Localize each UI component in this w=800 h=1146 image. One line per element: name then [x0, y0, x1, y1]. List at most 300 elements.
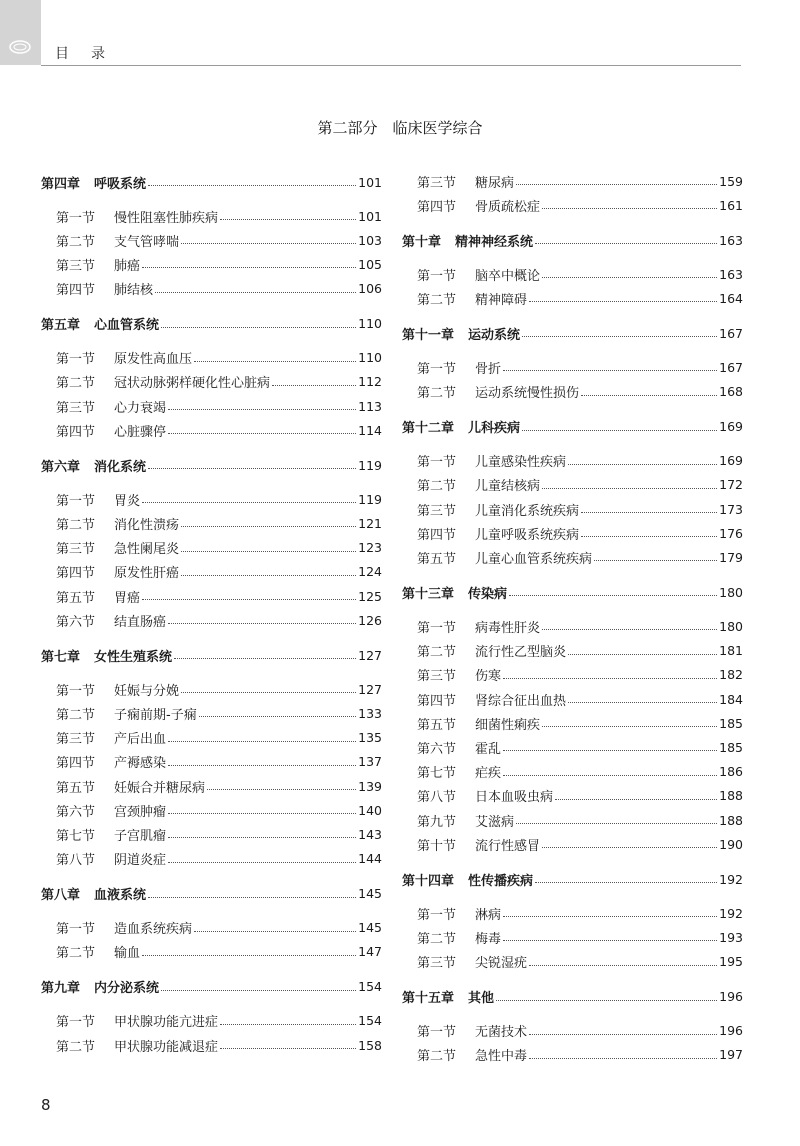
- toc-dot-leader: [503, 915, 717, 917]
- toc-entry-title: 梅毒: [475, 931, 502, 947]
- toc-entry-number: 第二节: [56, 1039, 96, 1055]
- toc-entry-page: 140: [358, 802, 382, 818]
- toc-dot-leader: [568, 701, 717, 703]
- toc-entry-number: 第四节: [417, 527, 457, 543]
- toc-entry-number: 第一节: [56, 1015, 96, 1031]
- toc-dot-leader: [168, 622, 356, 624]
- toc-dot-leader: [148, 467, 356, 469]
- toc-entry-title: 无菌技术: [475, 1025, 528, 1041]
- toc-entry-page: 105: [358, 256, 382, 272]
- toc-entry-number: 第三节: [56, 732, 96, 748]
- toc-entry-number: 第四章: [41, 176, 81, 192]
- toc-dot-leader: [503, 749, 717, 751]
- toc-section-entry: [402, 762, 743, 782]
- toc-entry-page: 143: [358, 826, 382, 842]
- toc-section-entry: [41, 538, 382, 558]
- toc-chapter-entry: [402, 417, 743, 437]
- toc-section-entry: [402, 834, 743, 854]
- toc-entry-title: 结直肠癌: [114, 614, 167, 630]
- toc-section-entry: [41, 396, 382, 416]
- toc-section-entry: [402, 786, 743, 806]
- toc-entry-page: 185: [719, 715, 743, 731]
- toc-dot-leader: [516, 822, 717, 824]
- toc-section-entry: [402, 810, 743, 830]
- toc-dot-leader: [542, 628, 717, 630]
- toc-entry-number: 第二节: [417, 931, 457, 947]
- toc-entry-title: 儿童感染性疾病: [475, 455, 567, 471]
- toc-entry-page: 167: [719, 359, 743, 375]
- toc-entry-number: 第一节: [56, 493, 96, 509]
- page-number: 8: [41, 1096, 51, 1114]
- toc-entry-page: 110: [358, 350, 382, 366]
- header-tab: [0, 0, 41, 65]
- toc-entry-title: 艾滋病: [475, 814, 515, 830]
- toc-dot-leader: [168, 740, 356, 742]
- toc-entry-number: 第十五章: [402, 991, 455, 1007]
- toc-entry-number: 第五章: [41, 318, 81, 334]
- toc-dot-leader: [594, 559, 717, 561]
- toc-entry-number: 第一节: [417, 361, 457, 377]
- toc-entry-page: 135: [358, 730, 382, 746]
- toc-entry-number: 第十二章: [402, 421, 455, 437]
- toc-entry-number: 第二节: [417, 292, 457, 308]
- toc-entry-number: 第二节: [417, 386, 457, 402]
- toc-entry-number: 第二节: [56, 946, 96, 962]
- toc-entry-title: 心脏骤停: [114, 424, 167, 440]
- toc-entry-number: 第四节: [56, 756, 96, 772]
- toc-entry-page: 110: [358, 316, 382, 332]
- toc-entry-number: 第二节: [417, 479, 457, 495]
- toc-entry-page: 192: [719, 871, 743, 887]
- toc-entry-page: 197: [719, 1047, 743, 1063]
- toc-chapter-entry: [41, 455, 382, 475]
- toc-chapter-entry: [41, 172, 382, 192]
- toc-entry-title: 儿童心血管系统疾病: [475, 551, 593, 567]
- toc-entry-number: 第八节: [56, 853, 96, 869]
- toc-section-entry: [41, 728, 382, 748]
- toc-entry-page: 144: [358, 851, 382, 867]
- toc-dot-leader: [199, 715, 356, 717]
- toc-dot-leader: [181, 691, 356, 693]
- toc-entry-title: 精神神经系统: [455, 234, 534, 250]
- toc-entry-number: 第三节: [417, 503, 457, 519]
- toc-section-entry: [41, 679, 382, 699]
- toc-entry-number: 第二节: [56, 234, 96, 250]
- toc-dot-leader: [542, 207, 717, 209]
- toc-entry-page: 147: [358, 944, 382, 960]
- toc-section-entry: [41, 279, 382, 299]
- toc-section-entry: [402, 903, 743, 923]
- toc-entry-number: 第二节: [417, 645, 457, 661]
- toc-section-entry: [402, 616, 743, 636]
- toc-entry-title: 女性生殖系统: [94, 649, 173, 665]
- toc-dot-leader: [535, 242, 717, 244]
- toc-entry-title: 肺癌: [114, 258, 141, 274]
- toc-entry-page: 159: [719, 173, 743, 189]
- toc-section-entry: [402, 1021, 743, 1041]
- toc-entry-page: 179: [719, 549, 743, 565]
- toc-entry-page: 195: [719, 954, 743, 970]
- toc-dot-leader: [522, 429, 717, 431]
- toc-entry-page: 126: [358, 612, 382, 628]
- toc-chapter-entry: [41, 977, 382, 997]
- toc-entry-page: 137: [358, 754, 382, 770]
- toc-entry-title: 慢性阻塞性肺疾病: [114, 210, 219, 226]
- toc-entry-title: 细菌性痢疾: [475, 717, 541, 733]
- toc-section-entry: [402, 357, 743, 377]
- toc-section-entry: [41, 489, 382, 509]
- toc-dot-leader: [181, 242, 356, 244]
- toc-chapter-entry: [41, 314, 382, 334]
- publisher-logo-icon: [9, 40, 31, 54]
- toc-entry-title: 妊娠合并糖尿病: [114, 780, 206, 796]
- toc-entry-title: 淋病: [475, 907, 502, 923]
- toc-entry-title: 儿童消化系统疾病: [475, 503, 580, 519]
- toc-entry-number: 第十节: [417, 838, 457, 854]
- toc-dot-leader: [529, 300, 717, 302]
- toc-entry-title: 儿科疾病: [468, 421, 521, 437]
- toc-entry-number: 第六节: [417, 741, 457, 757]
- toc-dot-leader: [220, 1047, 356, 1049]
- toc-entry-number: 第一节: [56, 922, 96, 938]
- toc-entry-number: 第一节: [417, 620, 457, 636]
- toc-entry-title: 骨质疏松症: [475, 199, 541, 215]
- toc-entry-page: 169: [719, 419, 743, 435]
- toc-entry-title: 甲状腺功能减退症: [114, 1039, 219, 1055]
- toc-entry-page: 106: [358, 281, 382, 297]
- toc-dot-leader: [503, 677, 717, 679]
- toc-entry-number: 第一节: [417, 907, 457, 923]
- toc-section-entry: [402, 523, 743, 543]
- toc-entry-number: 第三节: [56, 400, 96, 416]
- toc-section-entry: [41, 513, 382, 533]
- toc-section-entry: [402, 451, 743, 471]
- toc-entry-title: 骨折: [475, 361, 502, 377]
- toc-section-entry: [41, 420, 382, 440]
- toc-entry-page: 188: [719, 788, 743, 804]
- toc-entry-number: 第一节: [56, 683, 96, 699]
- toc-entry-title: 其他: [468, 991, 495, 1007]
- toc-entry-page: 154: [358, 979, 382, 995]
- toc-entry-title: 急性阑尾炎: [114, 542, 180, 558]
- toc-dot-leader: [181, 550, 356, 552]
- toc-entry-page: 193: [719, 929, 743, 945]
- toc-dot-leader: [194, 360, 356, 362]
- toc-entry-title: 尖锐湿疣: [475, 956, 528, 972]
- toc-section-entry: [402, 171, 743, 191]
- toc-dot-leader: [516, 183, 717, 185]
- toc-section-entry: [41, 918, 382, 938]
- toc-entry-number: 第六节: [56, 804, 96, 820]
- toc-entry-page: 114: [358, 422, 382, 438]
- toc-entry-number: 第四节: [417, 199, 457, 215]
- toc-entry-page: 167: [719, 325, 743, 341]
- toc-entry-page: 172: [719, 477, 743, 493]
- toc-entry-page: 103: [358, 232, 382, 248]
- toc-entry-page: 154: [358, 1013, 382, 1029]
- toc-entry-number: 第五节: [417, 551, 457, 567]
- toc-entry-title: 产后出血: [114, 732, 167, 748]
- toc-entry-title: 霍乱: [475, 741, 502, 757]
- toc-dot-leader: [161, 989, 356, 991]
- toc-entry-number: 第十三章: [402, 586, 455, 602]
- toc-entry-title: 原发性高血压: [114, 352, 193, 368]
- toc-entry-number: 第八章: [41, 888, 81, 904]
- toc-entry-number: 第七节: [417, 766, 457, 782]
- toc-dot-leader: [148, 896, 356, 898]
- toc-entry-page: 188: [719, 812, 743, 828]
- toc-dot-leader: [194, 930, 356, 932]
- toc-entry-number: 第二节: [56, 517, 96, 533]
- toc-section-entry: [41, 586, 382, 606]
- toc-entry-page: 145: [358, 920, 382, 936]
- toc-entry-title: 产褥感染: [114, 756, 167, 772]
- toc-entry-page: 192: [719, 905, 743, 921]
- toc-chapter-entry: [41, 645, 382, 665]
- toc-entry-page: 125: [358, 588, 382, 604]
- toc-section-entry: [402, 713, 743, 733]
- toc-entry-page: 184: [719, 691, 743, 707]
- toc-section-entry: [41, 206, 382, 226]
- toc-entry-page: 161: [719, 197, 743, 213]
- toc-entry-title: 心力衰竭: [114, 400, 167, 416]
- toc-dot-leader: [529, 964, 717, 966]
- toc-entry-number: 第三节: [417, 669, 457, 685]
- toc-entry-title: 消化性溃疡: [114, 517, 180, 533]
- toc-entry-page: 180: [719, 584, 743, 600]
- toc-section-entry: [402, 382, 743, 402]
- toc-section-entry: [402, 195, 743, 215]
- toc-dot-leader: [174, 657, 356, 659]
- toc-dot-leader: [581, 511, 717, 513]
- toc-dot-leader: [555, 798, 717, 800]
- header-divider: [41, 65, 741, 66]
- toc-entry-number: 第三节: [417, 175, 457, 191]
- toc-entry-number: 第九节: [417, 814, 457, 830]
- header-title: 目录: [55, 46, 127, 62]
- toc-dot-leader: [542, 276, 717, 278]
- toc-entry-title: 脑卒中概论: [475, 268, 541, 284]
- toc-entry-number: 第五节: [417, 717, 457, 733]
- toc-entry-number: 第三节: [56, 258, 96, 274]
- toc-entry-title: 肾综合征出血热: [475, 693, 567, 709]
- toc-entry-page: 173: [719, 501, 743, 517]
- toc-entry-title: 子痫前期-子痫: [114, 707, 197, 723]
- toc-entry-number: 第二节: [417, 1049, 457, 1065]
- toc-section-entry: [41, 610, 382, 630]
- toc-section-entry: [41, 824, 382, 844]
- toc-entry-page: 127: [358, 647, 382, 663]
- toc-entry-page: 163: [719, 232, 743, 248]
- toc-entry-page: 119: [358, 491, 382, 507]
- toc-entry-title: 流行性感冒: [475, 838, 541, 854]
- toc-dot-leader: [168, 836, 356, 838]
- toc-chapter-entry: [402, 869, 743, 889]
- toc-section-entry: [402, 264, 743, 284]
- toc-dot-leader: [535, 881, 717, 883]
- toc-section-entry: [41, 562, 382, 582]
- toc-entry-title: 输血: [114, 946, 141, 962]
- toc-entry-title: 胃炎: [114, 493, 141, 509]
- toc-section-entry: [402, 665, 743, 685]
- toc-entry-number: 第五节: [56, 590, 96, 606]
- toc-section-entry: [41, 776, 382, 796]
- toc-section-entry: [41, 752, 382, 772]
- toc-section-entry: [402, 1045, 743, 1065]
- toc-section-entry: [41, 800, 382, 820]
- toc-entry-page: 176: [719, 525, 743, 541]
- toc-dot-leader: [272, 384, 356, 386]
- toc-dot-leader: [168, 861, 356, 863]
- toc-entry-page: 124: [358, 564, 382, 580]
- toc-entry-title: 血液系统: [94, 888, 147, 904]
- toc-dot-leader: [568, 653, 717, 655]
- toc-section-entry: [402, 927, 743, 947]
- toc-entry-page: 123: [358, 540, 382, 556]
- toc-entry-number: 第一节: [56, 210, 96, 226]
- toc-entry-page: 139: [358, 778, 382, 794]
- toc-entry-number: 第二节: [56, 707, 96, 723]
- toc-dot-leader: [581, 394, 717, 396]
- toc-entry-page: 164: [719, 290, 743, 306]
- toc-dot-leader: [220, 218, 356, 220]
- toc-dot-leader: [168, 432, 356, 434]
- toc-entry-title: 疟疾: [475, 766, 502, 782]
- toc-dot-leader: [509, 594, 717, 596]
- toc-entry-page: 182: [719, 667, 743, 683]
- toc-dot-leader: [522, 335, 717, 337]
- toc-dot-leader: [220, 1023, 356, 1025]
- toc-entry-title: 消化系统: [94, 459, 147, 475]
- toc-entry-title: 阴道炎症: [114, 853, 167, 869]
- toc-entry-title: 伤寒: [475, 669, 502, 685]
- section-title: 第二部分 临床医学综合: [317, 119, 483, 137]
- toc-dot-leader: [207, 788, 356, 790]
- toc-entry-number: 第六章: [41, 459, 81, 475]
- toc-dot-leader: [542, 725, 717, 727]
- toc-entry-page: 196: [719, 1023, 743, 1039]
- toc-entry-page: 119: [358, 457, 382, 473]
- toc-entry-title: 精神障碍: [475, 292, 528, 308]
- toc-entry-page: 190: [719, 836, 743, 852]
- toc-entry-number: 第二节: [56, 376, 96, 392]
- toc-dot-leader: [581, 535, 717, 537]
- toc-entry-title: 支气管哮喘: [114, 234, 180, 250]
- toc-entry-number: 第三节: [417, 956, 457, 972]
- toc-section-entry: [402, 952, 743, 972]
- toc-entry-title: 肺结核: [114, 283, 154, 299]
- toc-dot-leader: [529, 1057, 717, 1059]
- toc-entry-number: 第六节: [56, 614, 96, 630]
- toc-dot-leader: [503, 939, 717, 941]
- toc-dot-leader: [168, 408, 356, 410]
- toc-entry-title: 宫颈肿瘤: [114, 804, 167, 820]
- toc-entry-page: 101: [358, 174, 382, 190]
- toc-section-entry: [41, 849, 382, 869]
- toc-dot-leader: [503, 369, 717, 371]
- toc-entry-number: 第四节: [56, 566, 96, 582]
- toc-entry-title: 流行性乙型脑炎: [475, 645, 567, 661]
- toc-entry-page: 181: [719, 643, 743, 659]
- toc-dot-leader: [168, 764, 356, 766]
- toc-entry-number: 第十四章: [402, 873, 455, 889]
- toc-entry-page: 101: [358, 208, 382, 224]
- toc-entry-title: 儿童结核病: [475, 479, 541, 495]
- toc-entry-number: 第一节: [56, 352, 96, 368]
- toc-section-entry: [41, 348, 382, 368]
- toc-section-entry: [41, 230, 382, 250]
- toc-entry-number: 第七节: [56, 828, 96, 844]
- toc-dot-leader: [568, 463, 717, 465]
- toc-entry-page: 163: [719, 266, 743, 282]
- toc-entry-title: 急性中毒: [475, 1049, 528, 1065]
- toc-section-entry: [41, 254, 382, 274]
- toc-entry-title: 造血系统疾病: [114, 922, 193, 938]
- toc-section-entry: [41, 703, 382, 723]
- toc-entry-page: 186: [719, 764, 743, 780]
- toc-entry-number: 第八节: [417, 790, 457, 806]
- toc-section-entry: [402, 689, 743, 709]
- toc-chapter-entry: [402, 230, 743, 250]
- toc-chapter-entry: [402, 582, 743, 602]
- toc-entry-title: 内分泌系统: [94, 981, 160, 997]
- toc-dot-leader: [148, 184, 356, 186]
- toc-dot-leader: [503, 774, 717, 776]
- toc-dot-leader: [529, 1033, 717, 1035]
- toc-dot-leader: [542, 846, 717, 848]
- toc-entry-number: 第三节: [56, 542, 96, 558]
- toc-entry-page: 127: [358, 681, 382, 697]
- toc-section-entry: [402, 547, 743, 567]
- toc-entry-title: 运动系统: [468, 327, 521, 343]
- toc-entry-title: 心血管系统: [94, 318, 160, 334]
- toc-entry-number: 第四节: [56, 283, 96, 299]
- toc-chapter-entry: [402, 323, 743, 343]
- toc-entry-number: 第七章: [41, 649, 81, 665]
- toc-section-entry: [41, 372, 382, 392]
- toc-entry-title: 儿童呼吸系统疾病: [475, 527, 580, 543]
- toc-entry-title: 甲状腺功能亢进症: [114, 1015, 219, 1031]
- toc-section-entry: [41, 942, 382, 962]
- toc-entry-number: 第五节: [56, 780, 96, 796]
- toc-entry-page: 113: [358, 398, 382, 414]
- toc-entry-title: 糖尿病: [475, 175, 515, 191]
- toc-entry-number: 第九章: [41, 981, 81, 997]
- toc-dot-leader: [168, 812, 356, 814]
- toc-entry-number: 第一节: [417, 1025, 457, 1041]
- toc-section-entry: [402, 737, 743, 757]
- toc-entry-page: 145: [358, 886, 382, 902]
- toc-entry-page: 196: [719, 989, 743, 1005]
- toc-dot-leader: [142, 266, 356, 268]
- toc-entry-number: 第十一章: [402, 327, 455, 343]
- toc-dot-leader: [496, 999, 717, 1001]
- toc-chapter-entry: [402, 987, 743, 1007]
- toc-entry-number: 第四节: [56, 424, 96, 440]
- toc-entry-number: 第十章: [402, 234, 442, 250]
- toc-dot-leader: [155, 291, 356, 293]
- toc-entry-number: 第一节: [417, 268, 457, 284]
- toc-dot-leader: [142, 501, 356, 503]
- toc-dot-leader: [181, 525, 356, 527]
- toc-entry-number: 第一节: [417, 455, 457, 471]
- toc-section-entry: [402, 475, 743, 495]
- toc-dot-leader: [542, 487, 717, 489]
- toc-dot-leader: [181, 574, 356, 576]
- toc-entry-title: 胃癌: [114, 590, 141, 606]
- toc-entry-page: 185: [719, 739, 743, 755]
- toc-entry-title: 传染病: [468, 586, 508, 602]
